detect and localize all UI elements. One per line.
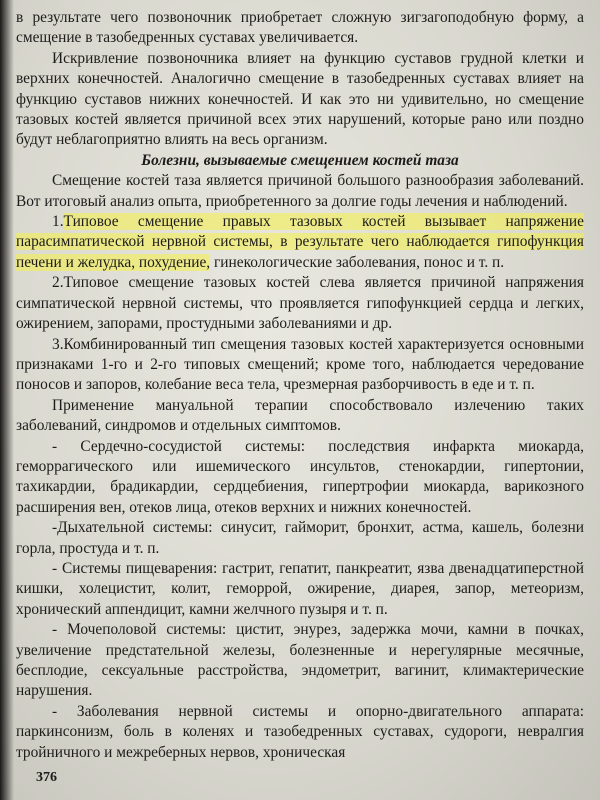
system-cardiovascular: - Сердечно-сосудистой системы: последствия инфаркта миокарда, геморрагического или ишемического инсультов, стенокардии, гипертонии, тахикардии, брадикардии, сердцебиения, гипертрофии миокарда, варикозного расширения вен, отеков лица, отеков верхних и нижних конечностей. — [16, 437, 584, 516]
system-urogenital: - Мочеполовой системы: цистит, энурез, задержка мочи, камни в почках, увеличение предстательной железы, болезненные и нерегулярные месячные, бесплодие, сексуальные расстройства, эндометрит, вагинит, климактерические нарушения. — [16, 621, 584, 700]
highlighted-text: Типовое смещение правых тазовых костей вызывает напряжение парасимпатической нервной системы, в результате чего наблюдается гипофункция печени и желудка, похудение, — [16, 213, 584, 271]
page-text — [16, 8, 584, 763]
system-nervous: - Заболевания нервной системы и опорно-двигательного аппарата: паркинсонизм, боль в коленях и тазобедренных суставах, судороги, невралгия тройничного и межреберных нервов, хроническая — [16, 702, 584, 761]
paragraph-1: в результате чего позвоночник приобретает сложную зигзагоподобную форму, а смещение в тазобедренных суставах увеличивается. — [16, 9, 584, 47]
item-1 — [16, 212, 584, 273]
item-1-number: 1. — [52, 213, 64, 231]
system-respiratory: -Дыхательной системы: синусит, гайморит, бронхит, астма, кашель, болезни горла, простуда и т. п. — [16, 519, 584, 557]
manual-therapy-paragraph: Применение мануальной терапии способствовало излечению таких заболеваний, синдромов и отдельных симптомов. — [16, 396, 584, 435]
section-heading: Болезни, вызываемые смещением костей таза — [141, 151, 459, 169]
paragraph-2: Искривление позвоночника влияет на функцию суставов грудной клетки и верхних конечностей. Аналогично смещение в тазобедренных суставах влияет на функцию суставов нижних конечностей. И как это ни удивительно, но смещение тазовых костей является причиной всех этих нарушений, которые рано или поздно будут неблагоприятно влиять на весь организм. — [16, 49, 584, 149]
item-3: 3.Комбинированный тип смещения тазовых костей характеризуется основными признаками 1-го и 2-го типовых смещений; кроме того, наблюдается чередование поносов и запоров, колебание веса тела, чрезмерная разборчивость в еде и т. п. — [16, 335, 584, 394]
page-shadow — [0, 0, 14, 800]
item-2: 2.Типовое смещение тазовых костей слева является причиной напряжения симпатической нервной системы, что проявляется гипофункцией сердца и легких, ожирением, запорами, простудными заболеваниями и др. — [16, 274, 584, 333]
intro-paragraph: Смещение костей таза является причиной большого разнообразия заболеваний. Вот итоговый анализ опыта, приобретенного за долгие годы лечения и наблюдений. — [16, 172, 584, 210]
system-digestive: - Системы пищеварения: гастрит, гепатит, панкреатит, язва двенадцатиперстной кишки, холецистит, колит, геморрой, ожирение, диарея, запор, метеоризм, хронический аппендицит, камни желчного пузыря и т. п. — [16, 559, 584, 618]
page-number: 376 — [36, 770, 57, 785]
item-1-rest: гинекологические заболевания, понос и т. п. — [210, 253, 505, 271]
